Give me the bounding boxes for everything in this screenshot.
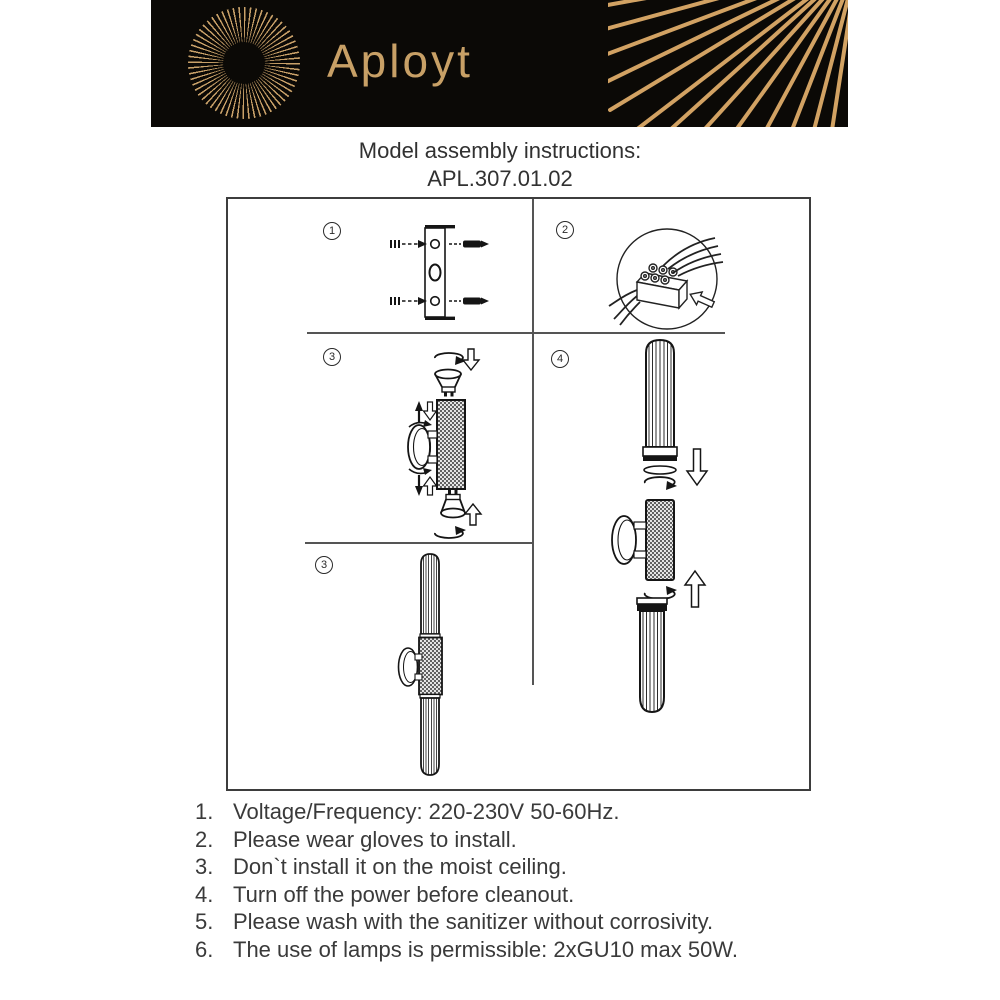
step-4-badge: 4 (551, 350, 569, 368)
instructions-list (195, 798, 895, 963)
brand-name: Aployt (327, 35, 473, 87)
brand-banner (151, 0, 848, 127)
item-text: Please wash with the sanitizer without corrosivity. (233, 909, 714, 934)
gu10-bulb (441, 490, 465, 518)
item-text: Don`t install it on the moist ceiling. (233, 854, 567, 879)
wall-anchor-icon (391, 240, 427, 248)
item-number: 3. (195, 854, 214, 879)
assembly-diagram (226, 197, 811, 791)
down-arrow-icon (424, 402, 437, 420)
diffuser-assembly-drawing (557, 337, 807, 722)
fluted-diffuser-tube (637, 598, 667, 712)
down-arrow-icon (687, 449, 707, 485)
list-item (195, 853, 895, 881)
threaded-ring (644, 466, 676, 474)
item-text: The use of lamps is permissible: 2xGU10 max 50W. (233, 936, 738, 962)
mesh-body (419, 638, 442, 695)
list-item (195, 798, 895, 826)
up-arrow-icon (415, 401, 423, 422)
list-item (195, 936, 895, 964)
screw-hole-bottom (431, 297, 440, 306)
bulb-installation-drawing (397, 347, 519, 547)
step-2-badge: 2 (556, 221, 574, 239)
gu10-bulb (435, 370, 461, 397)
fixture-wires (609, 290, 640, 325)
item-number: 2. (195, 826, 214, 852)
screw-icon (449, 298, 489, 305)
cable-hole (430, 265, 441, 281)
wall-bracket-drawing (385, 220, 515, 325)
up-arrow-icon (685, 571, 705, 607)
down-arrow-icon (415, 475, 423, 496)
list-item (195, 826, 895, 854)
step-1-badge: 1 (323, 222, 341, 240)
item-text: Turn off the power before cleanout. (233, 881, 575, 907)
assembled-fixture-drawing (377, 547, 467, 785)
list-item (195, 908, 895, 936)
item-text: Please wear gloves to install. (233, 826, 517, 852)
direction-arrow-icon (687, 288, 716, 311)
item-number: 6. (195, 936, 214, 962)
item-text: Voltage/Frequency: 220-230V 50-60Hz. (233, 799, 620, 824)
page-title: Model assembly instructions: (358, 138, 642, 163)
down-arrow-icon (463, 349, 479, 370)
item-number: 1. (195, 799, 214, 824)
terminal-block (637, 264, 687, 308)
screw-icon (449, 241, 489, 248)
wire-connection-drawing (607, 224, 732, 339)
fluted-diffuser-tube (643, 340, 677, 474)
item-number: 4. (195, 881, 214, 907)
up-arrow-icon (465, 504, 481, 525)
panel-divider-vertical (532, 199, 534, 685)
step-5-badge: 3 (315, 556, 333, 574)
sunburst-logo-center (223, 42, 265, 84)
wall-canopy (408, 425, 437, 469)
step-3-badge: 3 (323, 348, 341, 366)
wall-canopy (612, 516, 646, 564)
list-item (195, 881, 895, 909)
screw-hole-top (431, 240, 440, 249)
model-number: APL.307.01.02 (427, 166, 573, 191)
corner-rays-icon (608, 0, 848, 127)
fluted-diffuser-tube (421, 698, 439, 775)
wall-anchor-icon (391, 297, 427, 305)
mesh-shade (437, 400, 465, 489)
up-arrow-icon (424, 477, 437, 495)
mesh-body (646, 500, 674, 580)
fluted-diffuser-tube (421, 554, 439, 634)
item-number: 5. (195, 909, 214, 934)
